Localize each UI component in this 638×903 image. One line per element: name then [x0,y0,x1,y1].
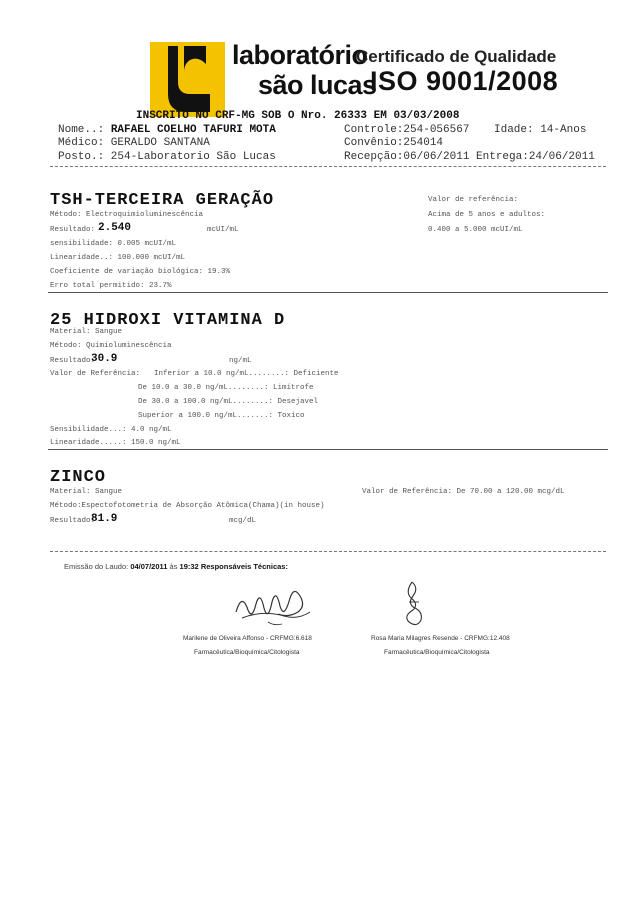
patient-name: RAFAEL COELHO TAFURI MOTA [110,124,276,136]
tsh-ref-title: Valor de referência: [428,196,519,204]
vitd-sensibilidade: Sensibilidade...: 4.0 ng/mL [50,426,172,434]
vitd-ref-line: De 30.0 a 100.0 ng/mL........: Desejavel [138,398,319,406]
tsh-erro: Erro total permitido: 23.7% [50,282,172,290]
vitd-ref-label: Valor de Referência: [50,370,141,378]
tsh-resultado-label: Resultado: [50,226,96,234]
emissao-label: Emissão do Laudo: [64,562,129,571]
nome-label: Nome..: [58,124,105,136]
vitd-ref-line: Superior a 100.0 ng/mL.......: Toxico [138,412,305,420]
tsh-resultado-value: 2.540 [98,222,132,234]
controle: Controle:254-056567 [344,124,470,136]
zinco-resultado-label: Resultado: [50,517,96,525]
sig1-name: Marilene de Oliveira Affonso - CRFMG:6.618 [183,635,312,642]
convenio: Convênio:254014 [344,137,444,149]
emissao-as: às [169,562,178,571]
tsh-ref-line1: Acima de 5 anos e adultos: [428,211,546,219]
signature-2 [395,578,430,630]
zinco-metodo: Método:Espectofotometria de Absorção Atômica(Chama)(in house) [50,502,325,510]
tsh-metodo: Método: Electroquimioluminescência [50,211,204,219]
tsh-divider [48,292,608,293]
tsh-linearidade: Linearidade..: 100.000 mcUI/mL [50,254,186,262]
logo-cert-line2: ISO 9001/2008 [370,66,559,96]
lab-logo-mark [150,42,225,117]
tsh-sensibilidade: sensibilidade: 0.005 mcUI/mL [50,240,177,248]
tsh-ref-line2: 0.400 a 5.000 mcUI/mL [428,226,523,234]
responsaveis-label: Responsáveis Técnicas: [200,562,288,571]
logo-brand-line2: são lucas [258,70,377,100]
tsh-unit: mcUI/mL [207,226,239,234]
vitd-ref-line: De 10.0 a 30.0 ng/mL........: Limítrofe [138,384,314,392]
vitd-linearidade: Linearidade.....: 150.0 ng/mL [50,439,181,447]
vitd-material: Material: Sangue [50,328,123,336]
footer-divider [50,551,606,552]
emissao-time: 19:32 [179,562,199,571]
idade: Idade: 14-Anos [494,124,587,136]
zinco-resultado-value: 81.9 [91,513,118,525]
vitd-ref-line: Inferior a 10.0 ng/mL........: Deficiente [154,370,339,378]
vitd-unit: ng/mL [229,357,252,365]
sig1-role: Farmacêutica/Bioquímica/Citologista [194,649,300,656]
emissao-date: 04/07/2011 [130,562,168,571]
tsh-coeficiente: Coeficiente de variação biológica: 19.3% [50,268,231,276]
medico: Médico: GERALDO SANTANA [58,137,210,149]
recepcao-entrega: Recepção:06/06/2011 Entrega:24/06/2011 [344,151,595,163]
signature-1 [232,582,314,630]
vitd-title: 25 HIDROXI VITAMINA D [50,311,286,330]
emissao-row [64,562,288,571]
zinco-material: Material: Sangue [50,488,123,496]
tsh-title: TSH-TERCEIRA GERAÇÃO [50,191,275,210]
registration-line: INSCRITO NO CRF-MG SOB O Nro. 26333 EM 03/03/2008 [136,110,460,122]
vitd-metodo: Método: Quimioluminescência [50,342,172,350]
patient-name-row [58,124,276,136]
sig2-name: Rosa Maria Milagres Resende - CRFMG:12.408 [371,635,510,642]
vitd-resultado-value: 30.9 [91,353,118,365]
vitd-divider [48,449,608,450]
zinco-unit: mcg/dL [229,517,257,525]
vitd-resultado-label: Resultado: [50,357,96,365]
logo-brand-line1: laboratório [232,40,368,70]
posto: Posto.: 254-Laboratorio São Lucas [58,151,276,163]
zinco-title: ZINCO [50,468,107,487]
logo-cert-line1: Certificado de Qualidade [356,47,557,66]
zinco-ref: Valor de Referência: De 70.00 a 120.00 mcg/dL [362,488,565,496]
header-divider [50,166,606,167]
sig2-role: Farmacêutica/Bioquímica/Citologista [384,649,490,656]
